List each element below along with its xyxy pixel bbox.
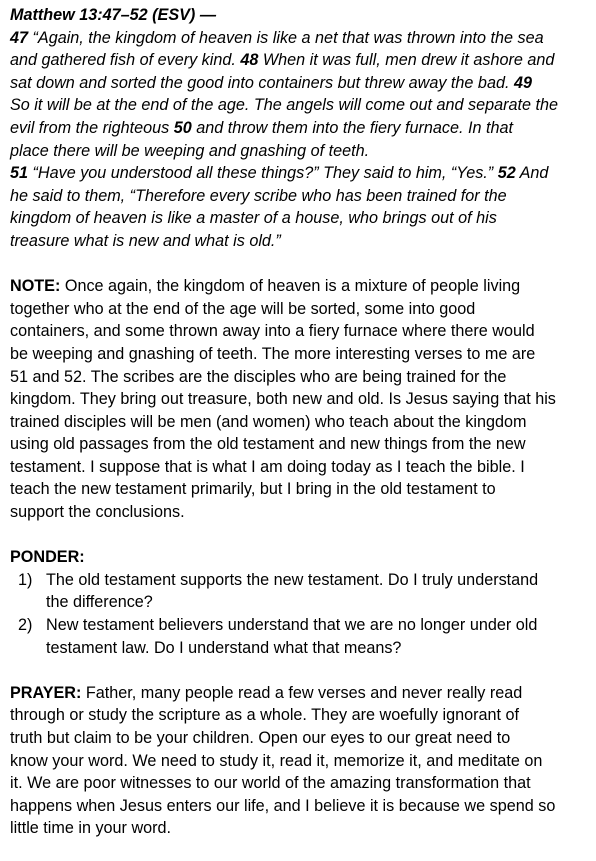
note-line bbox=[10, 501, 592, 524]
note-line bbox=[10, 411, 592, 434]
note-line bbox=[10, 320, 592, 343]
verse-number: 47 bbox=[10, 28, 29, 47]
ponder-item-text bbox=[46, 569, 592, 614]
ponder-heading: PONDER: bbox=[10, 548, 85, 567]
verse-text: “Have you understood all these things?” They said to him, “Yes.” bbox=[28, 164, 498, 183]
prayer-text: know your word. We need to study it, read it, memorize it, and meditate on bbox=[10, 751, 543, 770]
ponder-item-line: New testament believers understand that we are no longer under old bbox=[46, 616, 538, 635]
passage-line bbox=[10, 117, 592, 140]
ponder-item-line: the difference? bbox=[46, 593, 153, 612]
note-line bbox=[10, 478, 592, 501]
prayer-text: happens when Jesus enters our life, and I believe it is because we spend so bbox=[10, 796, 556, 815]
ponder-item bbox=[10, 569, 592, 614]
verse-text: he said to them, “Therefore every scribe who has been trained for the bbox=[10, 186, 507, 205]
prayer-text: Father, many people read a few verses and never really read bbox=[81, 683, 523, 702]
note-line bbox=[10, 298, 592, 321]
note-text: using old passages from the old testament and new things from the new bbox=[10, 435, 526, 454]
note-line bbox=[10, 433, 592, 456]
verse-text: and gathered fish of every kind. bbox=[10, 51, 241, 70]
prayer-section bbox=[10, 682, 592, 840]
verse-text: “Again, the kingdom of heaven is like a net that was thrown into the sea bbox=[28, 28, 544, 47]
verse-text: When it was full, men drew it ashore and bbox=[258, 51, 555, 70]
verse-number: 48 bbox=[240, 51, 259, 70]
prayer-line bbox=[10, 704, 592, 727]
note-line bbox=[10, 366, 592, 389]
list-number: 2) bbox=[18, 616, 33, 635]
passage-text bbox=[10, 27, 592, 253]
note-line bbox=[10, 456, 592, 479]
section-gap bbox=[10, 659, 592, 682]
note-text: teach the new testament primarily, but I bring in the old testament to bbox=[10, 480, 496, 499]
prayer-line bbox=[10, 795, 592, 818]
section-gap bbox=[10, 524, 592, 547]
prayer-label: PRAYER: bbox=[10, 683, 82, 702]
prayer-text: little time in your word. bbox=[10, 819, 172, 838]
note-line bbox=[10, 343, 592, 366]
prayer-line bbox=[10, 682, 592, 705]
verse-text: kingdom of heaven is like a master of a house, who brings out of his bbox=[10, 209, 497, 228]
ponder-item-line: testament law. Do I understand what that means? bbox=[46, 638, 402, 657]
note-text: support the conclusions. bbox=[10, 503, 185, 522]
verse-number: 50 bbox=[173, 118, 192, 137]
ponder-list bbox=[10, 569, 592, 659]
note-label: NOTE: bbox=[10, 277, 61, 296]
passage-line bbox=[10, 207, 592, 230]
note-text: kingdom. They bring out treasure, both new and old. Is Jesus saying that his bbox=[10, 390, 556, 409]
prayer-line bbox=[10, 750, 592, 773]
verse-text: treasure what is new and what is old.” bbox=[10, 231, 281, 250]
prayer-line bbox=[10, 772, 592, 795]
verse-text: And bbox=[515, 164, 549, 183]
passage-line bbox=[10, 185, 592, 208]
ponder-item bbox=[10, 614, 592, 659]
verse-number: 51 bbox=[10, 164, 29, 183]
prayer-text: through or study the scripture as a whole. They are woefully ignorant of bbox=[10, 706, 519, 725]
note-text: containers, and some thrown away into a fiery furnace where there would bbox=[10, 322, 535, 341]
passage-line bbox=[10, 49, 592, 72]
prayer-line bbox=[10, 817, 592, 840]
verse-text: So it will be at the end of the age. The angels will come out and separate the bbox=[10, 96, 559, 115]
prayer-text: truth but claim to be your children. Open our eyes to our great need to bbox=[10, 729, 511, 747]
note-text: Once again, the kingdom of heaven is a mixture of people living bbox=[60, 277, 521, 296]
passage-line bbox=[10, 72, 592, 95]
verse-number: 52 bbox=[497, 164, 516, 183]
passage-line bbox=[10, 94, 592, 117]
verse-text: evil from the righteous bbox=[10, 118, 174, 137]
note-section bbox=[10, 275, 592, 524]
prayer-line bbox=[10, 727, 592, 750]
verse-text: sat down and sorted the good into containers but threw away the bad. bbox=[10, 73, 514, 92]
note-text: 51 and 52. The scribes are the disciples who are being trained for the bbox=[10, 367, 507, 386]
verse-text: and throw them into the fiery furnace. In that bbox=[191, 118, 513, 137]
list-number: 1) bbox=[18, 570, 33, 589]
ponder-item-text bbox=[46, 614, 592, 659]
note-text: trained disciples will be men (and women) who teach about the kingdom bbox=[10, 412, 527, 431]
note-text: be weeping and gnashing of teeth. The more interesting verses to me are bbox=[10, 344, 536, 363]
note-text: together who at the end of the age will be sorted, some into good bbox=[10, 299, 476, 318]
passage-line bbox=[10, 230, 592, 253]
section-gap bbox=[10, 253, 592, 276]
devotional-page bbox=[10, 4, 592, 840]
passage-line bbox=[10, 140, 592, 163]
note-line bbox=[10, 388, 592, 411]
note-text: testament. I suppose that is what I am doing today as I teach the bible. I bbox=[10, 457, 525, 476]
passage-line bbox=[10, 27, 592, 50]
prayer-text: it. We are poor witnesses to our world of the amazing transformation that bbox=[10, 774, 531, 793]
verse-number: 49 bbox=[513, 73, 532, 92]
ponder-item-line: The old testament supports the new testament. Do I truly understand bbox=[46, 570, 539, 589]
passage-title: Matthew 13:47–52 (ESV) — bbox=[10, 6, 217, 24]
verse-text: place there will be weeping and gnashing of teeth. bbox=[10, 141, 370, 160]
passage-line bbox=[10, 162, 592, 185]
note-line bbox=[10, 275, 592, 298]
